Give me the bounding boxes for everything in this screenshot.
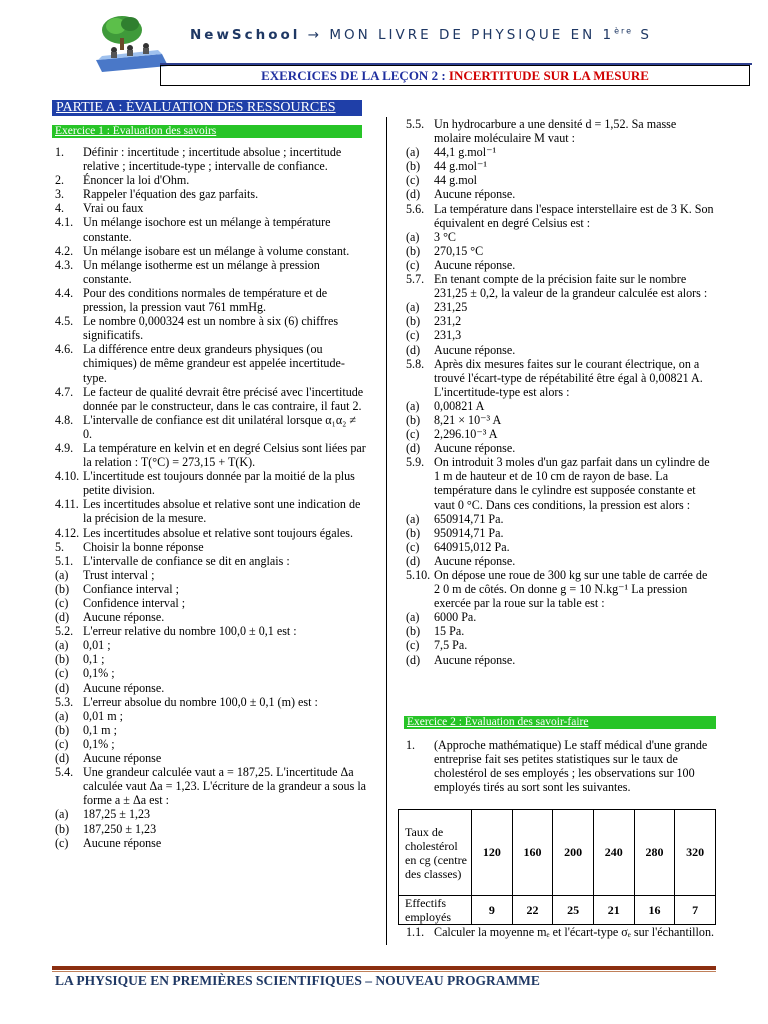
list-item (406, 568, 716, 610)
item-number: (a) (55, 567, 69, 582)
list-item (406, 738, 716, 794)
exercise-1-heading (52, 125, 362, 138)
item-number: (b) (406, 624, 421, 639)
list-item (55, 540, 367, 554)
item-number: (d) (55, 610, 70, 625)
list-item (55, 822, 367, 836)
item-number: 4.1. (55, 215, 74, 230)
right-column (406, 117, 716, 667)
item-number: 1. (406, 738, 416, 752)
list-item (406, 357, 716, 399)
list-item (55, 286, 367, 314)
item-number: (c) (406, 539, 420, 554)
list-item (55, 765, 367, 807)
list-item (55, 413, 367, 441)
table-cell: 200 (553, 810, 594, 896)
list-item (406, 159, 716, 173)
list-item (55, 173, 367, 187)
table-cell: 21 (593, 896, 634, 925)
exercise-2-label: Exercice 2 : Évaluation des savoir-faire (407, 716, 589, 728)
item-text: 231,25 (434, 300, 468, 315)
item-text: La température dans l'espace interstellaire est de 3 K. Son équivalent en degré Celsius est : (434, 201, 714, 230)
list-item (406, 638, 716, 652)
brand-name: NewSchool (190, 27, 301, 43)
item-text: Définir : incertitude ; incertitude absolue ; incertitude relative ; incertitude-type ; intervalle de confiance. (83, 145, 342, 174)
list-item (55, 385, 367, 413)
list-item (406, 540, 716, 554)
item-text: Le nombre 0,000324 est un nombre à six (6) chiffres significatifs. (83, 314, 339, 343)
item-text: Choisir la bonne réponse (83, 539, 204, 554)
list-item (406, 653, 716, 667)
exercise-2-heading (404, 716, 716, 729)
table-cell: 240 (593, 810, 634, 896)
list-item (406, 230, 716, 244)
list-item (55, 258, 367, 286)
item-number: 4.10. (55, 469, 80, 484)
list-item (406, 925, 716, 939)
list-item (406, 427, 716, 441)
item-text: Aucune réponse. (83, 610, 165, 625)
item-number: (a) (406, 511, 420, 526)
item-number: (a) (55, 638, 69, 653)
exercise-2-body (406, 738, 716, 794)
list-item (55, 695, 367, 709)
item-number: 3. (55, 187, 65, 202)
item-number: (b) (406, 525, 421, 540)
list-item (406, 413, 716, 427)
table-row (399, 896, 716, 925)
table-cell: 7 (675, 896, 716, 925)
item-text: (Approche mathématique) Le staff médical d'une grande entreprise fait ses petites statistiques sur le taux de cholestérol de ses employés ; les observations sur 100 employés tirés au sort sont les suivantes. (434, 738, 708, 795)
item-number: 5. (55, 539, 65, 554)
item-number: (b) (55, 581, 70, 596)
list-item (406, 272, 716, 300)
list-item (406, 399, 716, 413)
item-text: 650914,71 Pa. (434, 511, 504, 526)
list-item (55, 342, 367, 384)
item-text: En tenant compte de la précision faite sur le nombre 231,25 ± 0,2, la valeur de la grandeur calculée est alors : (434, 272, 708, 301)
item-text: Un mélange isotherme est un mélange à pression constante. (83, 257, 320, 286)
item-text: 44 g.mol⁻¹ (434, 159, 488, 174)
item-text: L'intervalle de confiance se dit en anglais : (83, 553, 290, 568)
item-number: (d) (406, 187, 421, 202)
item-text: Confiance interval ; (83, 581, 180, 596)
header-arrow: → (307, 27, 323, 43)
item-number: 1.1. (406, 925, 425, 939)
item-number: (d) (55, 751, 70, 766)
item-number: 2. (55, 173, 65, 188)
item-number: 5.5. (406, 117, 425, 131)
header-title (190, 27, 652, 43)
list-item (55, 554, 367, 568)
item-number: (c) (406, 328, 420, 343)
item-number: 4.9. (55, 440, 74, 455)
item-number: (a) (406, 398, 420, 413)
item-text: La température en kelvin et en degré Celsius sont liées par la relation : T(°C) = 273,15 + T(K). (83, 440, 366, 470)
item-number: (b) (406, 412, 421, 427)
item-text: Aucune réponse. (434, 652, 516, 667)
item-number: (c) (406, 173, 420, 188)
list-item (406, 117, 716, 145)
table-cell: 22 (512, 896, 553, 925)
item-number: 5.6. (406, 201, 425, 216)
item-number: 4.3. (55, 257, 74, 272)
list-item (55, 610, 367, 624)
list-item (406, 512, 716, 526)
list-item (55, 314, 367, 342)
footer-text: LA PHYSIQUE EN PREMIÈRES SCIENTIFIQUES – NOUVEAU PROGRAMME (55, 973, 540, 988)
item-number: (d) (406, 553, 421, 568)
item-number: 5.8. (406, 356, 425, 371)
item-text: 231,3 (434, 328, 462, 343)
list-item (55, 215, 367, 243)
item-number: 1. (55, 145, 65, 159)
item-number: 5.9. (406, 455, 425, 470)
table-header-effectifs: Effectifs employés (399, 896, 472, 925)
item-text: 0,01 m ; (83, 708, 123, 723)
list-item (55, 836, 367, 850)
item-number: (b) (406, 159, 421, 174)
item-number: (a) (55, 708, 69, 723)
table-cell: 160 (512, 810, 553, 896)
item-number: 4.8. (55, 412, 74, 427)
item-text: Un mélange isobare est un mélange à volume constant. (83, 243, 350, 258)
item-number: 4. (55, 201, 65, 216)
list-item (406, 526, 716, 540)
item-number: (b) (55, 722, 70, 737)
list-item (55, 681, 367, 695)
item-text: Aucune réponse. (434, 342, 516, 357)
list-item (55, 244, 367, 258)
table-cell: 120 (472, 810, 513, 896)
list-item (406, 187, 716, 201)
list-item (55, 441, 367, 469)
item-text: 0,00821 A (434, 398, 485, 413)
item-number: 5.10. (406, 568, 431, 582)
list-item (55, 723, 367, 737)
item-text: 2,296.10⁻³ A (434, 427, 498, 442)
item-text: Les incertitudes absolue et relative sont une indication de la précision de la mesure. (83, 497, 361, 526)
item-text: Un hydrocarbure a une densité d = 1,52. Sa masse molaire moléculaire M vaut : (434, 117, 677, 146)
item-text: Énoncer la loi d'Ohm. (83, 173, 190, 188)
item-number: (a) (406, 229, 420, 244)
list-item (406, 244, 716, 258)
item-text: La différence entre deux grandeurs physiques (ou chimiques) de même grandeur est appelée incertitude-type. (83, 342, 345, 385)
item-text: Aucune réponse. (434, 441, 516, 456)
level-letter: S (640, 27, 652, 43)
item-text: 44 g.mol (434, 173, 478, 188)
item-number: 4.5. (55, 314, 74, 329)
item-text: 0,01 ; (83, 638, 111, 653)
item-text: 44,1 g.mol⁻¹ (434, 145, 497, 160)
footer-rule (52, 966, 716, 970)
list-item (55, 145, 367, 173)
list-item (406, 328, 716, 342)
lesson-title-subject: INCERTITUDE SUR LA MESURE (448, 68, 649, 83)
list-item (55, 751, 367, 765)
item-text: Les incertitudes absolue et relative sont toujours égales. (83, 525, 354, 540)
item-text: 6000 Pa. (434, 610, 477, 625)
list-item (55, 469, 367, 497)
item-number: (a) (406, 145, 420, 160)
item-text: Confidence interval ; (83, 596, 186, 610)
item-number: 4.2. (55, 243, 74, 258)
column-divider (386, 117, 387, 945)
item-number: (a) (406, 610, 420, 625)
item-text: Rappeler l'équation des gaz parfaits. (83, 187, 259, 202)
item-text: 15 Pa. (434, 624, 465, 639)
item-number: 4.11. (55, 497, 79, 512)
item-number: 5.7. (406, 272, 425, 287)
item-text: L'erreur absolue du nombre 100,0 ± 0,1 (m) est : (83, 694, 318, 709)
table-cell: 9 (472, 896, 513, 925)
left-column (55, 145, 367, 850)
list-item (55, 638, 367, 652)
list-item (55, 666, 367, 680)
table-row (399, 810, 716, 896)
lesson-title-prefix: EXERCICES DE LA LEÇON 2 : (261, 68, 446, 83)
item-number: (c) (406, 257, 420, 272)
exercise-1-label: Exercice 1 : Évaluation des savoirs (55, 125, 217, 137)
book-title: MON LIVRE DE PHYSIQUE EN 1 (329, 27, 615, 43)
item-text: 0,1 m ; (83, 722, 117, 737)
item-number: (c) (406, 427, 420, 442)
item-text: On introduit 3 moles d'un gaz parfait dans un cylindre de 1 m de hauteur et de 10 cm de rayon de base. La température dans le cylindre est supposée constante et vaut 0 °C. Dans ces conditions, la pression est alors : (434, 455, 710, 512)
item-text: 950914,71 Pa. (434, 525, 504, 540)
item-number: (c) (55, 736, 69, 751)
lesson-title (160, 65, 750, 86)
item-text: Vrai ou faux (83, 201, 144, 216)
item-text: 8,21 × 10⁻³ A (434, 412, 502, 427)
item-text: On dépose une roue de 300 kg sur une table de carrée de 2 0 m de côtés. On donne g = 10 N.kg⁻¹ La pression exercée par la roue sur la table est : (434, 568, 708, 611)
item-text: 3 °C (434, 229, 456, 244)
table-cell: 25 (553, 896, 594, 925)
list-item (406, 145, 716, 159)
list-item (55, 652, 367, 666)
list-item (55, 624, 367, 638)
list-item (55, 737, 367, 751)
item-text: Aucune réponse (83, 835, 162, 850)
item-text: 640915,012 Pa. (434, 539, 510, 554)
item-number: (c) (55, 835, 69, 850)
list-item (406, 441, 716, 455)
list-item (55, 187, 367, 201)
list-item (406, 343, 716, 357)
table-header-classes: Taux de cholestérol en cg (centre des classes) (399, 810, 472, 896)
item-text: Pour des conditions normales de température et de pression, la pression vaut 761 mmHg. (83, 285, 328, 315)
list-item (55, 568, 367, 582)
item-text: L'intervalle de confiance est dit unilatéral lorsque α₁α₂ ≠ 0. (83, 412, 357, 441)
item-number: (c) (406, 638, 420, 653)
item-text: L'incertitude est toujours donnée par la moitié de la plus petite division. (83, 469, 355, 498)
item-number: (b) (406, 314, 421, 329)
list-item (406, 624, 716, 638)
item-text: Trust interval ; (83, 567, 155, 582)
item-text: 231,2 (434, 314, 462, 329)
table-cell: 16 (634, 896, 675, 925)
item-number: (d) (55, 680, 70, 695)
item-text: 0,1 ; (83, 652, 105, 667)
item-number: 5.3. (55, 694, 74, 709)
cholesterol-table (398, 809, 716, 925)
item-text: Après dix mesures faites sur le courant électrique, on a trouvé l'écart-type de répétabilité être égal à 0,00821 A. L'incertitude-type est alors : (434, 356, 703, 399)
list-item (406, 258, 716, 272)
item-number: (d) (406, 441, 421, 456)
school-logo (92, 8, 170, 78)
item-text: 187,250 ± 1,23 (83, 821, 157, 836)
section-heading: PARTIE A : ÉVALUATION DES RESSOURCES (52, 100, 362, 116)
list-item (406, 314, 716, 328)
item-number: 4.12. (55, 525, 80, 540)
question-1-1 (406, 925, 716, 939)
table-cell: 320 (675, 810, 716, 896)
item-number: (a) (406, 300, 420, 315)
item-number: 5.1. (55, 553, 74, 568)
list-item (55, 596, 367, 610)
item-number: (c) (55, 596, 69, 610)
item-text: Une grandeur calculée vaut a = 187,25. L'incertitude Δa calculée vaut Δa = 1,23. L'écriture de la grandeur a sous la forme a ± Δa est : (83, 765, 367, 808)
item-text: 7,5 Pa. (434, 638, 468, 653)
item-text: Aucune réponse. (434, 187, 516, 202)
item-text: 187,25 ± 1,23 (83, 807, 151, 822)
list-item (55, 582, 367, 596)
item-number: 5.2. (55, 624, 74, 639)
list-item (55, 497, 367, 525)
list-item (406, 455, 716, 511)
item-number: 4.4. (55, 285, 74, 300)
item-text: Aucune réponse (83, 751, 162, 766)
list-item (55, 526, 367, 540)
list-item (406, 610, 716, 624)
list-item (55, 709, 367, 723)
item-text: Aucune réponse. (434, 553, 516, 568)
item-number: (b) (55, 821, 70, 836)
item-number: (d) (406, 652, 421, 667)
item-text: 270,15 °C (434, 243, 484, 258)
item-number: (c) (55, 666, 69, 681)
item-number: (b) (406, 243, 421, 258)
table-cell: 280 (634, 810, 675, 896)
item-number: 4.7. (55, 384, 74, 399)
item-text: 0,1% ; (83, 736, 115, 751)
list-item (55, 201, 367, 215)
list-item (406, 300, 716, 314)
item-number: (b) (55, 652, 70, 667)
item-number: (a) (55, 807, 69, 822)
list-item (406, 554, 716, 568)
item-text: Aucune réponse. (434, 257, 516, 272)
item-number: 4.6. (55, 342, 74, 357)
item-text: Le facteur de qualité devrait être précisé avec l'incertitude donnée par le constructeur, dans le cas contraire, il faut 2. (83, 384, 364, 413)
item-text: Un mélange isochore est un mélange à température constante. (83, 215, 331, 244)
item-text: Calculer la moyenne mₑ et l'écart-type σₑ sur l'échantillon. (434, 925, 715, 939)
item-number: 5.4. (55, 765, 74, 780)
footer-rule-thin (52, 971, 716, 972)
list-item (406, 202, 716, 230)
item-text: 0,1% ; (83, 666, 115, 681)
list-item (55, 807, 367, 821)
level-superscript: ère (614, 26, 634, 36)
item-text: Aucune réponse. (83, 680, 165, 695)
item-number: (d) (406, 342, 421, 357)
item-text: L'erreur relative du nombre 100,0 ± 0,1 est : (83, 624, 297, 639)
list-item (406, 173, 716, 187)
